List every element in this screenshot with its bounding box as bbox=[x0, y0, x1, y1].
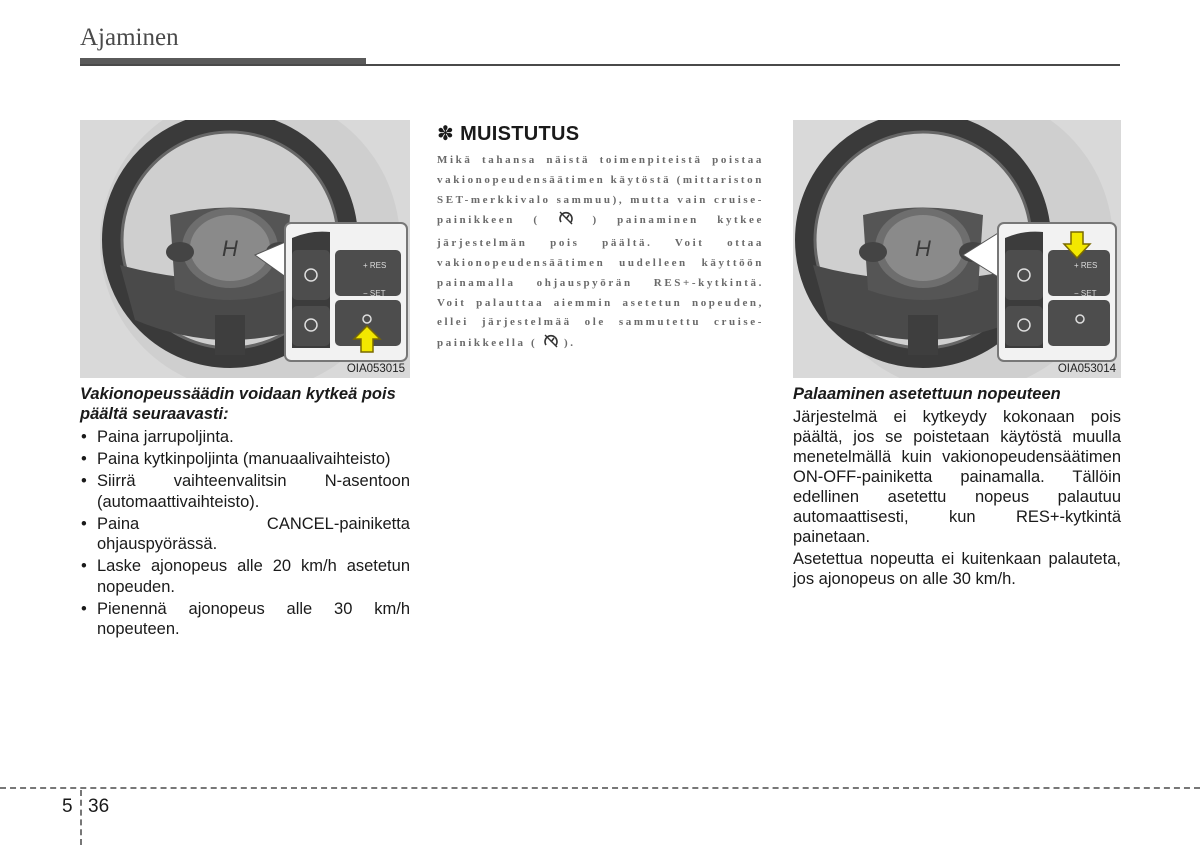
list-item: • Paina CANCEL-painiketta ohjauspyörässä. bbox=[80, 514, 410, 555]
paragraph: Järjestelmä ei kytkeydy kokonaan pois päältä, jos se poistetaan käytöstä muulla menetelmällä kuin vakionopeudensäätimen ON-OFF-painiketta painamalla. Tällöin edellinen asetettu nopeus palautuu automaattisesti, kun RES+-kytkintä painetaan. bbox=[793, 408, 1121, 546]
list-item: • Paina kytkinpoljinta (manuaalivaihteisto) bbox=[80, 449, 410, 470]
note-heading bbox=[437, 121, 579, 146]
list-item: • Laske ajonopeus alle 20 km/h asetetun nopeuden. bbox=[80, 556, 410, 597]
list-item: • Siirrä vaihteenvalitsin N-asentoon (automaattivaihteisto). bbox=[80, 471, 410, 512]
note-symbol: ✽ bbox=[437, 123, 455, 145]
svg-text:H: H bbox=[915, 236, 931, 261]
res-button-label: + RES bbox=[363, 261, 387, 270]
figure-code: OIA053015 bbox=[346, 363, 405, 375]
page-number: 36 bbox=[88, 796, 110, 817]
note-body bbox=[437, 151, 764, 357]
set-button-label: − SET bbox=[1074, 289, 1097, 298]
set-button-label: − SET bbox=[363, 289, 386, 298]
note-text-part: ). bbox=[564, 337, 576, 350]
cruise-control-icon bbox=[543, 333, 559, 357]
list-item: • Paina jarrupoljinta. bbox=[80, 427, 410, 448]
steering-wheel-illustration bbox=[80, 120, 410, 378]
note-text-part: Mikä tahansa näistä toimenpiteistä poistaa vakionopeudensäätimen käytöstä (mittariston SET-merkkivalo sammuu), mutta vain cruise-painikkeen ( bbox=[437, 154, 764, 227]
steering-wheel-figure-cancel bbox=[80, 120, 410, 378]
footer-vertical-divider bbox=[80, 790, 82, 845]
cruise-control-icon bbox=[558, 210, 574, 234]
right-caption: Palaaminen asetettuun nopeuteen bbox=[793, 385, 1061, 403]
steering-wheel-figure-resume bbox=[793, 120, 1121, 378]
svg-text:H: H bbox=[222, 236, 238, 261]
steering-wheel-illustration bbox=[793, 120, 1121, 378]
footer-divider bbox=[0, 787, 1200, 789]
paragraph: Asetettua nopeutta ei kuitenkaan palauteta, jos ajonopeus on alle 30 km/h. bbox=[793, 550, 1121, 588]
header-rule bbox=[80, 64, 1120, 66]
left-caption: Vakionopeussäädin voidaan kytkeä pois päältä seuraavasti: bbox=[80, 385, 396, 423]
figure-code: OIA053014 bbox=[1057, 363, 1116, 375]
note-title: MUISTUTUS bbox=[460, 123, 580, 145]
note-text-part: ) painaminen kytkee järjestelmän pois päältä. Voit ottaa vakionopeudensäätimen uudelleen käyttöön painamalla ohjauspyörän RES+-kytkintä. Voit palauttaa aiemmin asetetun nopeuden, ellei järjestelmää ole sammutettu cruise-painikkeella ( bbox=[437, 214, 764, 350]
page-header-title: Ajaminen bbox=[80, 24, 179, 51]
res-button-label: + RES bbox=[1074, 261, 1098, 270]
chapter-number: 5 bbox=[62, 796, 73, 817]
bullet-list bbox=[80, 427, 410, 641]
list-item: • Pienennä ajonopeus alle 30 km/h nopeuteen. bbox=[80, 599, 410, 640]
